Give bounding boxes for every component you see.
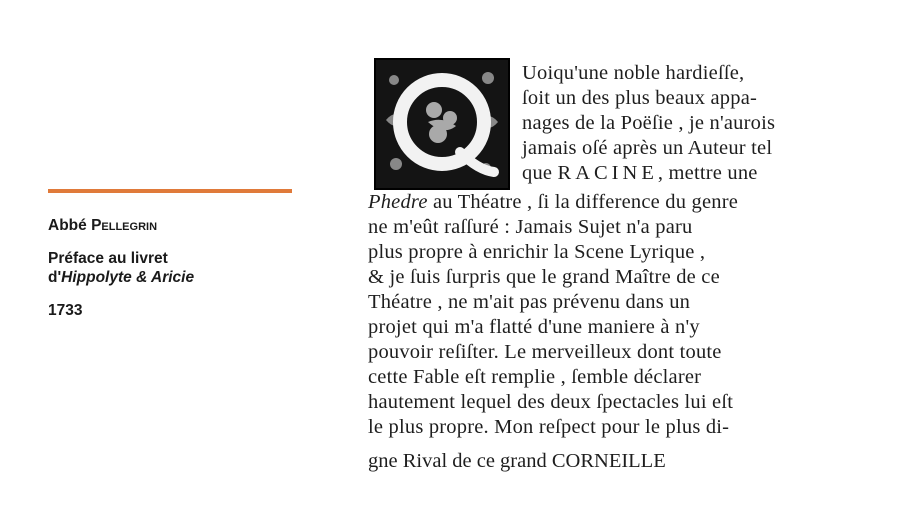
text-line: ſoit un des plus beaux appa- xyxy=(522,87,758,109)
author-name: Abbé Pellegrin xyxy=(48,217,158,234)
text-line: Phedre au Théatre , ſi la difference du genre xyxy=(368,191,739,213)
scanned-page xyxy=(360,52,850,472)
text-line: & je ſuis ſurpris que le grand Maître de ce xyxy=(368,266,720,288)
text-line: jamais oſé après un Auteur tel xyxy=(522,137,773,159)
text-line: cette Fable eſt remplie , ſemble déclarer xyxy=(368,366,702,388)
accent-rule xyxy=(48,189,292,193)
text-line: nages de la Poëſie , je n'aurois xyxy=(522,112,776,134)
text-line: Théatre , ne m'ait pas prévenu dans un xyxy=(368,291,691,313)
text-line: que RACINE, mettre une xyxy=(522,162,758,184)
text-line: Uoiqu'une noble hardieſſe, xyxy=(522,62,745,84)
cut-off-text-line: gne Rival de ce grand CORNEILLE xyxy=(368,450,666,472)
work-title: Préface au livret d'Hippolyte & Aricie xyxy=(48,249,298,287)
ornamental-dropcap xyxy=(374,58,510,190)
work-title-line2: d'Hippolyte & Aricie xyxy=(48,269,195,286)
source-caption xyxy=(48,216,298,320)
text-line: hautement lequel des deux ſpectacles lui eſt xyxy=(368,391,734,413)
text-line: pouvoir reſiſter. Le merveilleux dont toute xyxy=(368,341,722,363)
publication-year: 1733 xyxy=(48,302,83,319)
text-line: projet qui m'a flatté d'une maniere à n'y xyxy=(368,316,700,338)
text-line: ne m'eût raſſuré : Jamais Sujet n'a paru xyxy=(368,216,693,238)
text-line: plus propre à enrichir la Scene Lyrique , xyxy=(368,241,706,263)
text-line: le plus propre. Mon reſpect pour le plus di- xyxy=(368,416,730,438)
dropcap-letter: Q xyxy=(441,184,443,185)
